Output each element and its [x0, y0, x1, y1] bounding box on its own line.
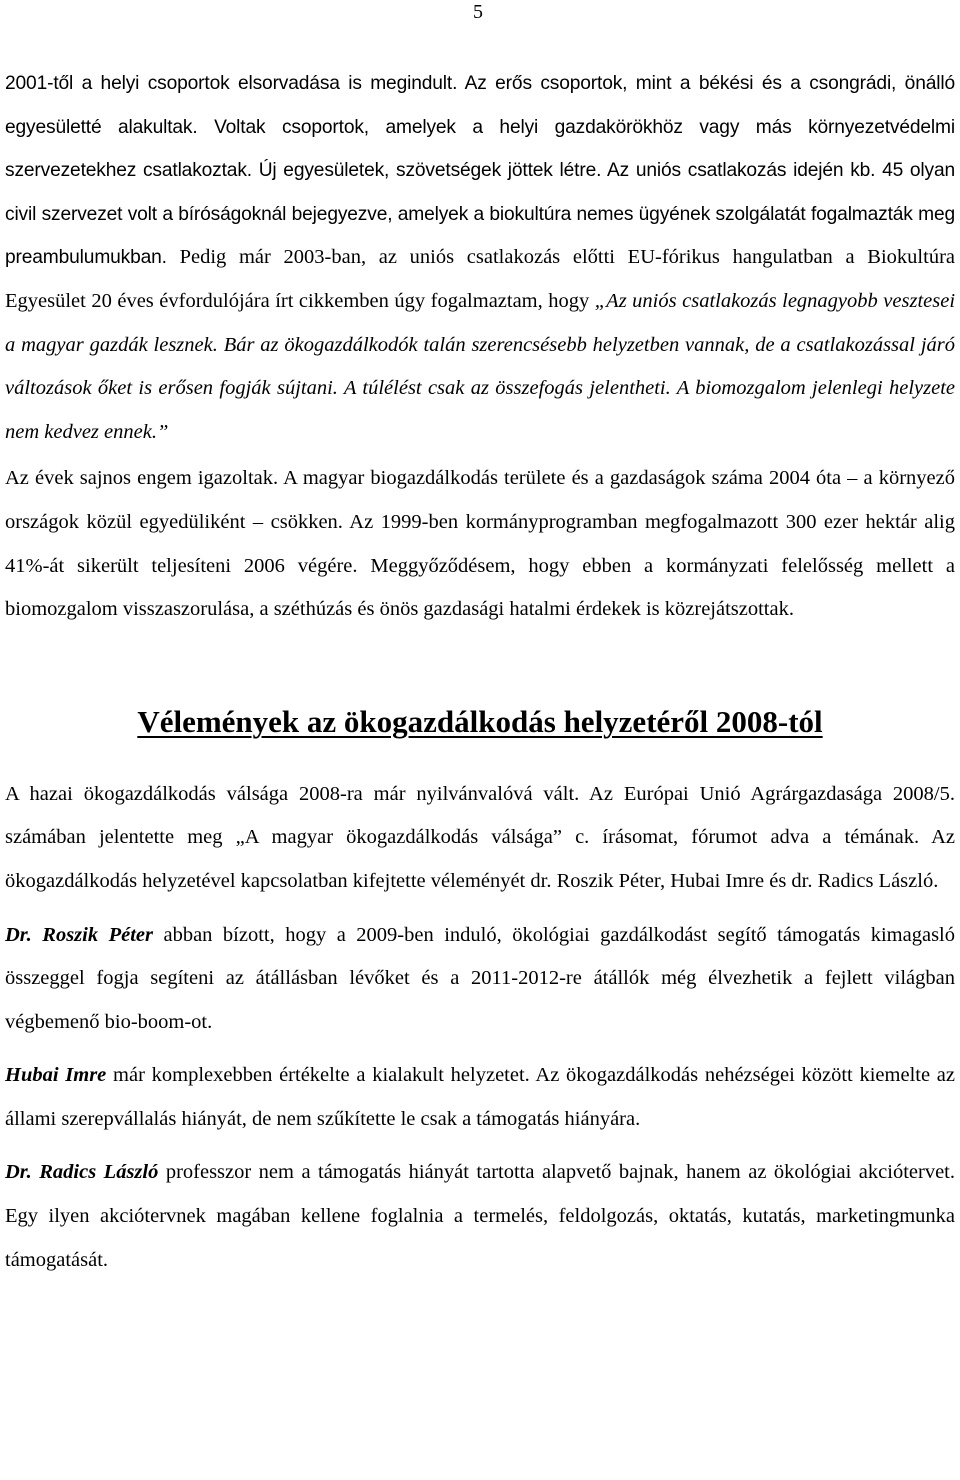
paragraph-roszik	[5, 914, 955, 1045]
quoted-prediction: „Az uniós csatlakozás legnagyobb vesztesei a magyar gazdák lesznek. Bár az ökogazdálkodók talán szerencsésebb helyzetben vannak, de a csatlakozással járó változások őket is erősen fogják sújtani. A túlélést csak az összefogás jelentheti. A biomozgalom jelenlegi helyzete nem kedvez ennek.”	[5, 289, 956, 443]
paragraph-registered-organisations: 45 olyan civil szervezet volt a bíróságoknál bejegyezve, amelyek a biokultúra nemes ügyének szolgálatát fogalmazták meg preambulumukban.	[5, 160, 956, 269]
name-roszik: Dr. Roszik Péter	[5, 923, 153, 946]
name-hubai: Hubai Imre	[5, 1064, 107, 1087]
paragraph-early-groups-text: 2001-től a helyi csoportok elsorvadása is megindult. Az erős csoportok, mint a békési és a csongrádi, önálló egyesületté alakultak. Voltak csoportok, amelyek a helyi gazdakörökhöz vagy más környezetvédelmi szervezetekhez csatlakoztak. Új egyesületek, szövetségek jöttek létre. Az uniós csatlakozás idején kb.	[5, 73, 955, 182]
paragraph-radics-text: professzor nem a támogatás hiányát tartotta alapvető bajnak, hanem az ökológiai akciótervet. Egy ilyen akciótervnek magában kellene foglalnia a termelés, feldolgozás, oktatás, kutatás, marketingmunka támogatását.	[5, 1161, 955, 1271]
paragraph-crisis-2008: A hazai ökogazdálkodás válsága 2008-ra már nyilvánvalóvá vált. Az Európai Unió Agrárgazdasága 2008/5. számában jelentette meg „A magyar ökogazdálkodás válsága” c. írásomat, fórumot adva a témának. Az ökogazdálkodás helyzetével kapcsolatban kifejtette véleményét dr. Roszik Péter, Hubai Imre és dr. Radics László.	[5, 782, 955, 892]
paragraph-hubai	[5, 1054, 955, 1141]
paragraph-radics	[5, 1151, 955, 1282]
section-heading: Vélemények az ökogazdálkodás helyzetéről 2008-tól	[137, 703, 823, 739]
page-number: 5	[473, 1, 483, 23]
paragraph-roszik-text: abban bízott, hogy a 2009-ben induló, ökológiai gazdálkodást segítő támogatás kimagasló összeggel fogja segíteni az átállásban lévőket és a 2011-2012-re átállók még élvezhetik a fejlett világban végbemenő bio-boom-ot.	[5, 923, 955, 1033]
paragraph-early-groups	[5, 62, 955, 454]
paragraph-years-proved: Az évek sajnos engem igazoltak. A magyar biogazdálkodás területe és a gazdaságok száma 2004 óta – a környező országok közül egyedüliként – csökken. Az 1999-ben kormányprogramban megfogalmazott 300 ezer hektár alig 41%-át sikerült teljesíteni 2006 végére. Meggyőződésem, hogy ebben a kormányzati felelősség mellett a biomozgalom visszaszorulása, a széthúzás és önös gazdasági hatalmi érdekek is közrejátszottak.	[5, 467, 955, 621]
paragraph-2003-article: Pedig már 2003-ban, az uniós csatlakozás előtti EU-fórikus hangulatban a Biokultúra Egyesület 20 éves évfordulójára írt cikkemben úgy fogalmaztam, hogy	[5, 246, 955, 312]
document-body	[5, 62, 955, 1282]
name-radics: Dr. Radics László	[5, 1161, 159, 1184]
paragraph-hubai-text: már komplexebben értékelte a kialakult helyzetet. Az ökogazdálkodás nehézségei között kiemelte az állami szerepvállalás hiányát, de nem szűkítette le csak a támogatás hiányára.	[5, 1064, 955, 1130]
